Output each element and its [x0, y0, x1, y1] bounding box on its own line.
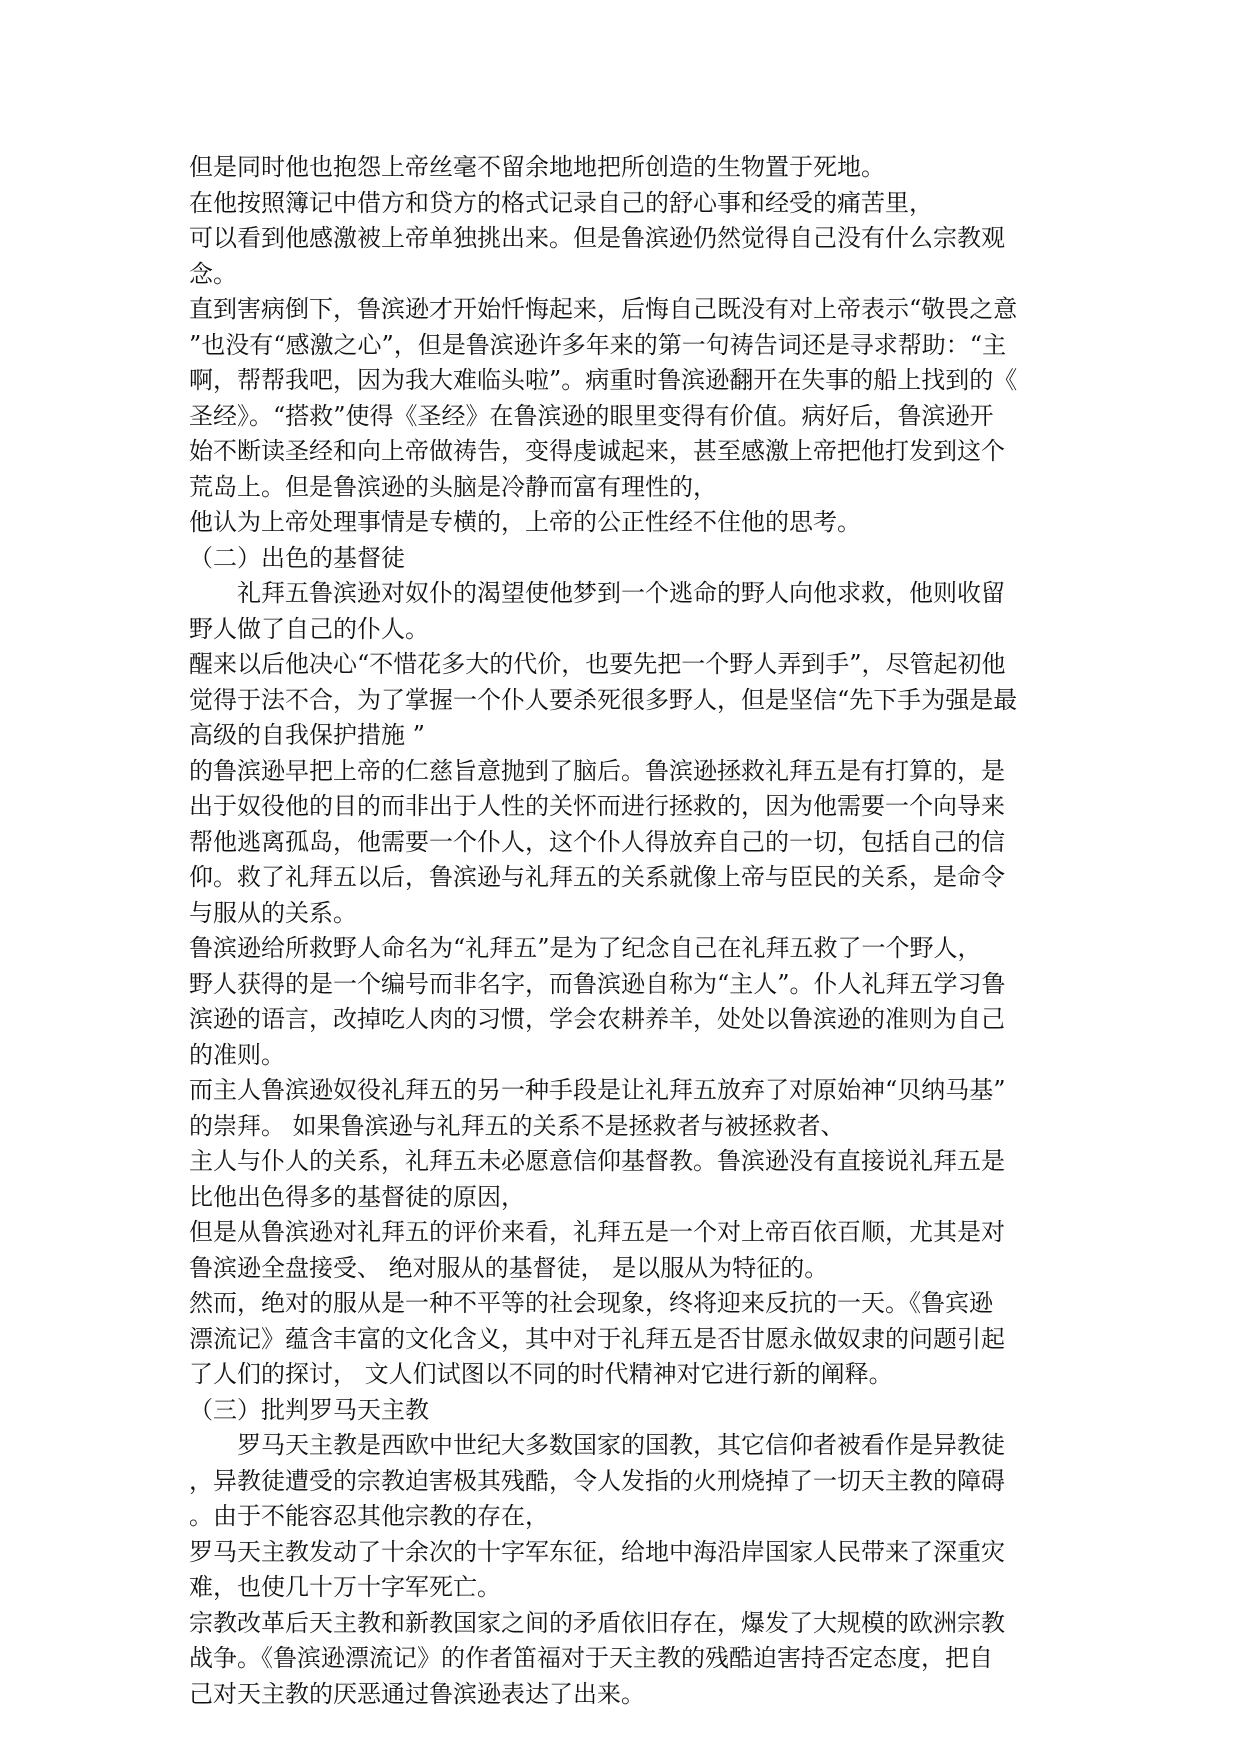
body-text-line: 主人与仆人的关系，礼拜五未必愿意信仰基督教。鲁滨逊没有直接说礼拜五是 — [189, 1147, 1005, 1175]
body-text-line: 鲁滨逊全盘接受、 绝对服从的基督徒， 是以服从为特征的。 — [189, 1253, 829, 1282]
body-text-line: 滨逊的语言，改掉吃人肉的习惯，学会农耕养羊，处处以鲁滨逊的准则为自己 — [189, 1005, 1005, 1033]
document-body — [189, 150, 1059, 1712]
body-text-line: 直到害病倒下，鲁滨逊才开始忏悔起来，后悔自己既没有对上帝表示“敬畏之意 — [189, 295, 1018, 323]
body-text-line: 觉得于法不合，为了掌握一个仆人要杀死很多野人，但是坚信“先下手为强是最 — [189, 685, 1018, 714]
body-text-line: 宗教改革后天主教和新教国家之间的矛盾依旧存在，爆发了大规模的欧洲宗教 — [189, 1608, 1005, 1637]
body-text-line: 始不断读圣经和向上帝做祷告，变得虔诚起来，甚至感激上帝把他打发到这个 — [189, 437, 1005, 465]
body-text-line: 他认为上帝处理事情是专横的，上帝的公正性经不住他的思考。 — [189, 508, 861, 536]
body-text-line: ，异教徒遭受的宗教迫害极其残酷，令人发指的火刑烧掉了一切天主教的障碍 — [189, 1466, 1005, 1495]
body-text-line: 罗马天主教是西欧中世纪大多数国家的国教，其它信仰者被看作是异教徒 — [237, 1431, 1005, 1459]
body-text-line: 了人们的探讨， 文人们试图以不同的时代精神对它进行新的阐释。 — [189, 1360, 893, 1388]
body-text-line: 野人获得的是一个编号而非名字，而鲁滨逊自称为“主人”。仆人礼拜五学习鲁 — [189, 969, 1006, 998]
body-text-line: 鲁滨逊给所救野人命名为“礼拜五”是为了纪念自己在礼拜五救了一个野人， — [189, 934, 982, 962]
body-text-line: 出于奴役他的目的而非出于人性的关怀而进行拯救的，因为他需要一个向导来 — [189, 792, 1005, 820]
body-text-line: 可以看到他感激被上帝单独挑出来。但是鲁滨逊仍然觉得自己没有什么宗教观 — [189, 224, 1005, 252]
body-text-line: 高级的自我保护措施 ” — [189, 721, 425, 749]
body-text-line: 啊，帮帮我吧，因为我大难临头啦”。病重时鲁滨逊翻开在失事的船上找到的《 — [189, 366, 1018, 394]
body-text-line: 仰。救了礼拜五以后，鲁滨逊与礼拜五的关系就像上帝与臣民的关系，是命令 — [189, 863, 1005, 891]
body-text-line: 但是从鲁滨逊对礼拜五的评价来看，礼拜五是一个对上帝百依百顺，尤其是对 — [189, 1218, 1005, 1246]
body-text-line: 的崇拜。 如果鲁滨逊与礼拜五的关系不是拯救者与被拯救者、 — [189, 1111, 845, 1140]
body-text-line: 己对天主教的厌恶通过鲁滨逊表达了出来。 — [189, 1679, 645, 1708]
body-text-line: 而主人鲁滨逊奴役礼拜五的另一种手段是让礼拜五放弃了对原始神“贝纳马基” — [189, 1076, 1006, 1104]
body-text-line: 野人做了自己的仆人。 — [189, 614, 429, 643]
body-text-line: 的准则。 — [189, 1040, 285, 1069]
body-text-line: 罗马天主教发动了十余次的十字军东征，给地中海沿岸国家人民带来了深重灾 — [189, 1537, 1005, 1566]
body-text-line: 难，也使几十万十字军死亡。 — [189, 1573, 501, 1601]
body-text-line: 。由于不能容忍其他宗教的存在， — [189, 1502, 549, 1530]
body-text-line: 念。 — [189, 259, 237, 288]
section-heading: （三）批判罗马天主教 — [189, 1395, 429, 1424]
body-text-line: 比他出色得多的基督徒的原因， — [189, 1182, 525, 1211]
body-text-line: 在他按照簿记中借方和贷方的格式记录自己的舒心事和经受的痛苦里， — [189, 188, 933, 217]
body-text-line: 圣经》。“搭救”使得《圣经》在鲁滨逊的眼里变得有价值。病好后，鲁滨逊开 — [189, 401, 994, 430]
body-text-line: 荒岛上。但是鲁滨逊的头脑是冷静而富有理性的， — [189, 472, 717, 501]
body-text-line: 帮他逃离孤岛，他需要一个仆人，这个仆人得放弃自己的一切，包括自己的信 — [189, 827, 1005, 856]
body-text-line: 漂流记》蕴含丰富的文化含义，其中对于礼拜五是否甘愿永做奴隶的问题引起 — [189, 1324, 1005, 1353]
body-text-line: ”也没有“感激之心”，但是鲁滨逊许多年来的第一句祷告词还是寻求帮助：“主 — [189, 330, 1007, 359]
body-text-line: 然而，绝对的服从是一种不平等的社会现象，终将迎来反抗的一天。《鲁宾逊 — [189, 1289, 993, 1317]
body-text-line: 礼拜五鲁滨逊对奴仆的渴望使他梦到一个逃命的野人向他求救，他则收留 — [237, 579, 1005, 607]
body-text-line: 的鲁滨逊早把上帝的仁慈旨意抛到了脑后。鲁滨逊拯救礼拜五是有打算的，是 — [189, 756, 1005, 785]
body-text-line: 与服从的关系。 — [189, 898, 357, 927]
body-text-line: 但是同时他也抱怨上帝丝毫不留余地地把所创造的生物置于死地。 — [189, 153, 885, 181]
section-heading: （二）出色的基督徒 — [189, 543, 405, 572]
body-text-line: 醒来以后他决心“不惜花多大的代价，也要先把一个野人弄到手”，尽管起初他 — [189, 650, 1006, 678]
body-text-line: 战争。《鲁滨逊漂流记》的作者笛福对于天主教的残酷迫害持否定态度，把自 — [189, 1644, 993, 1672]
